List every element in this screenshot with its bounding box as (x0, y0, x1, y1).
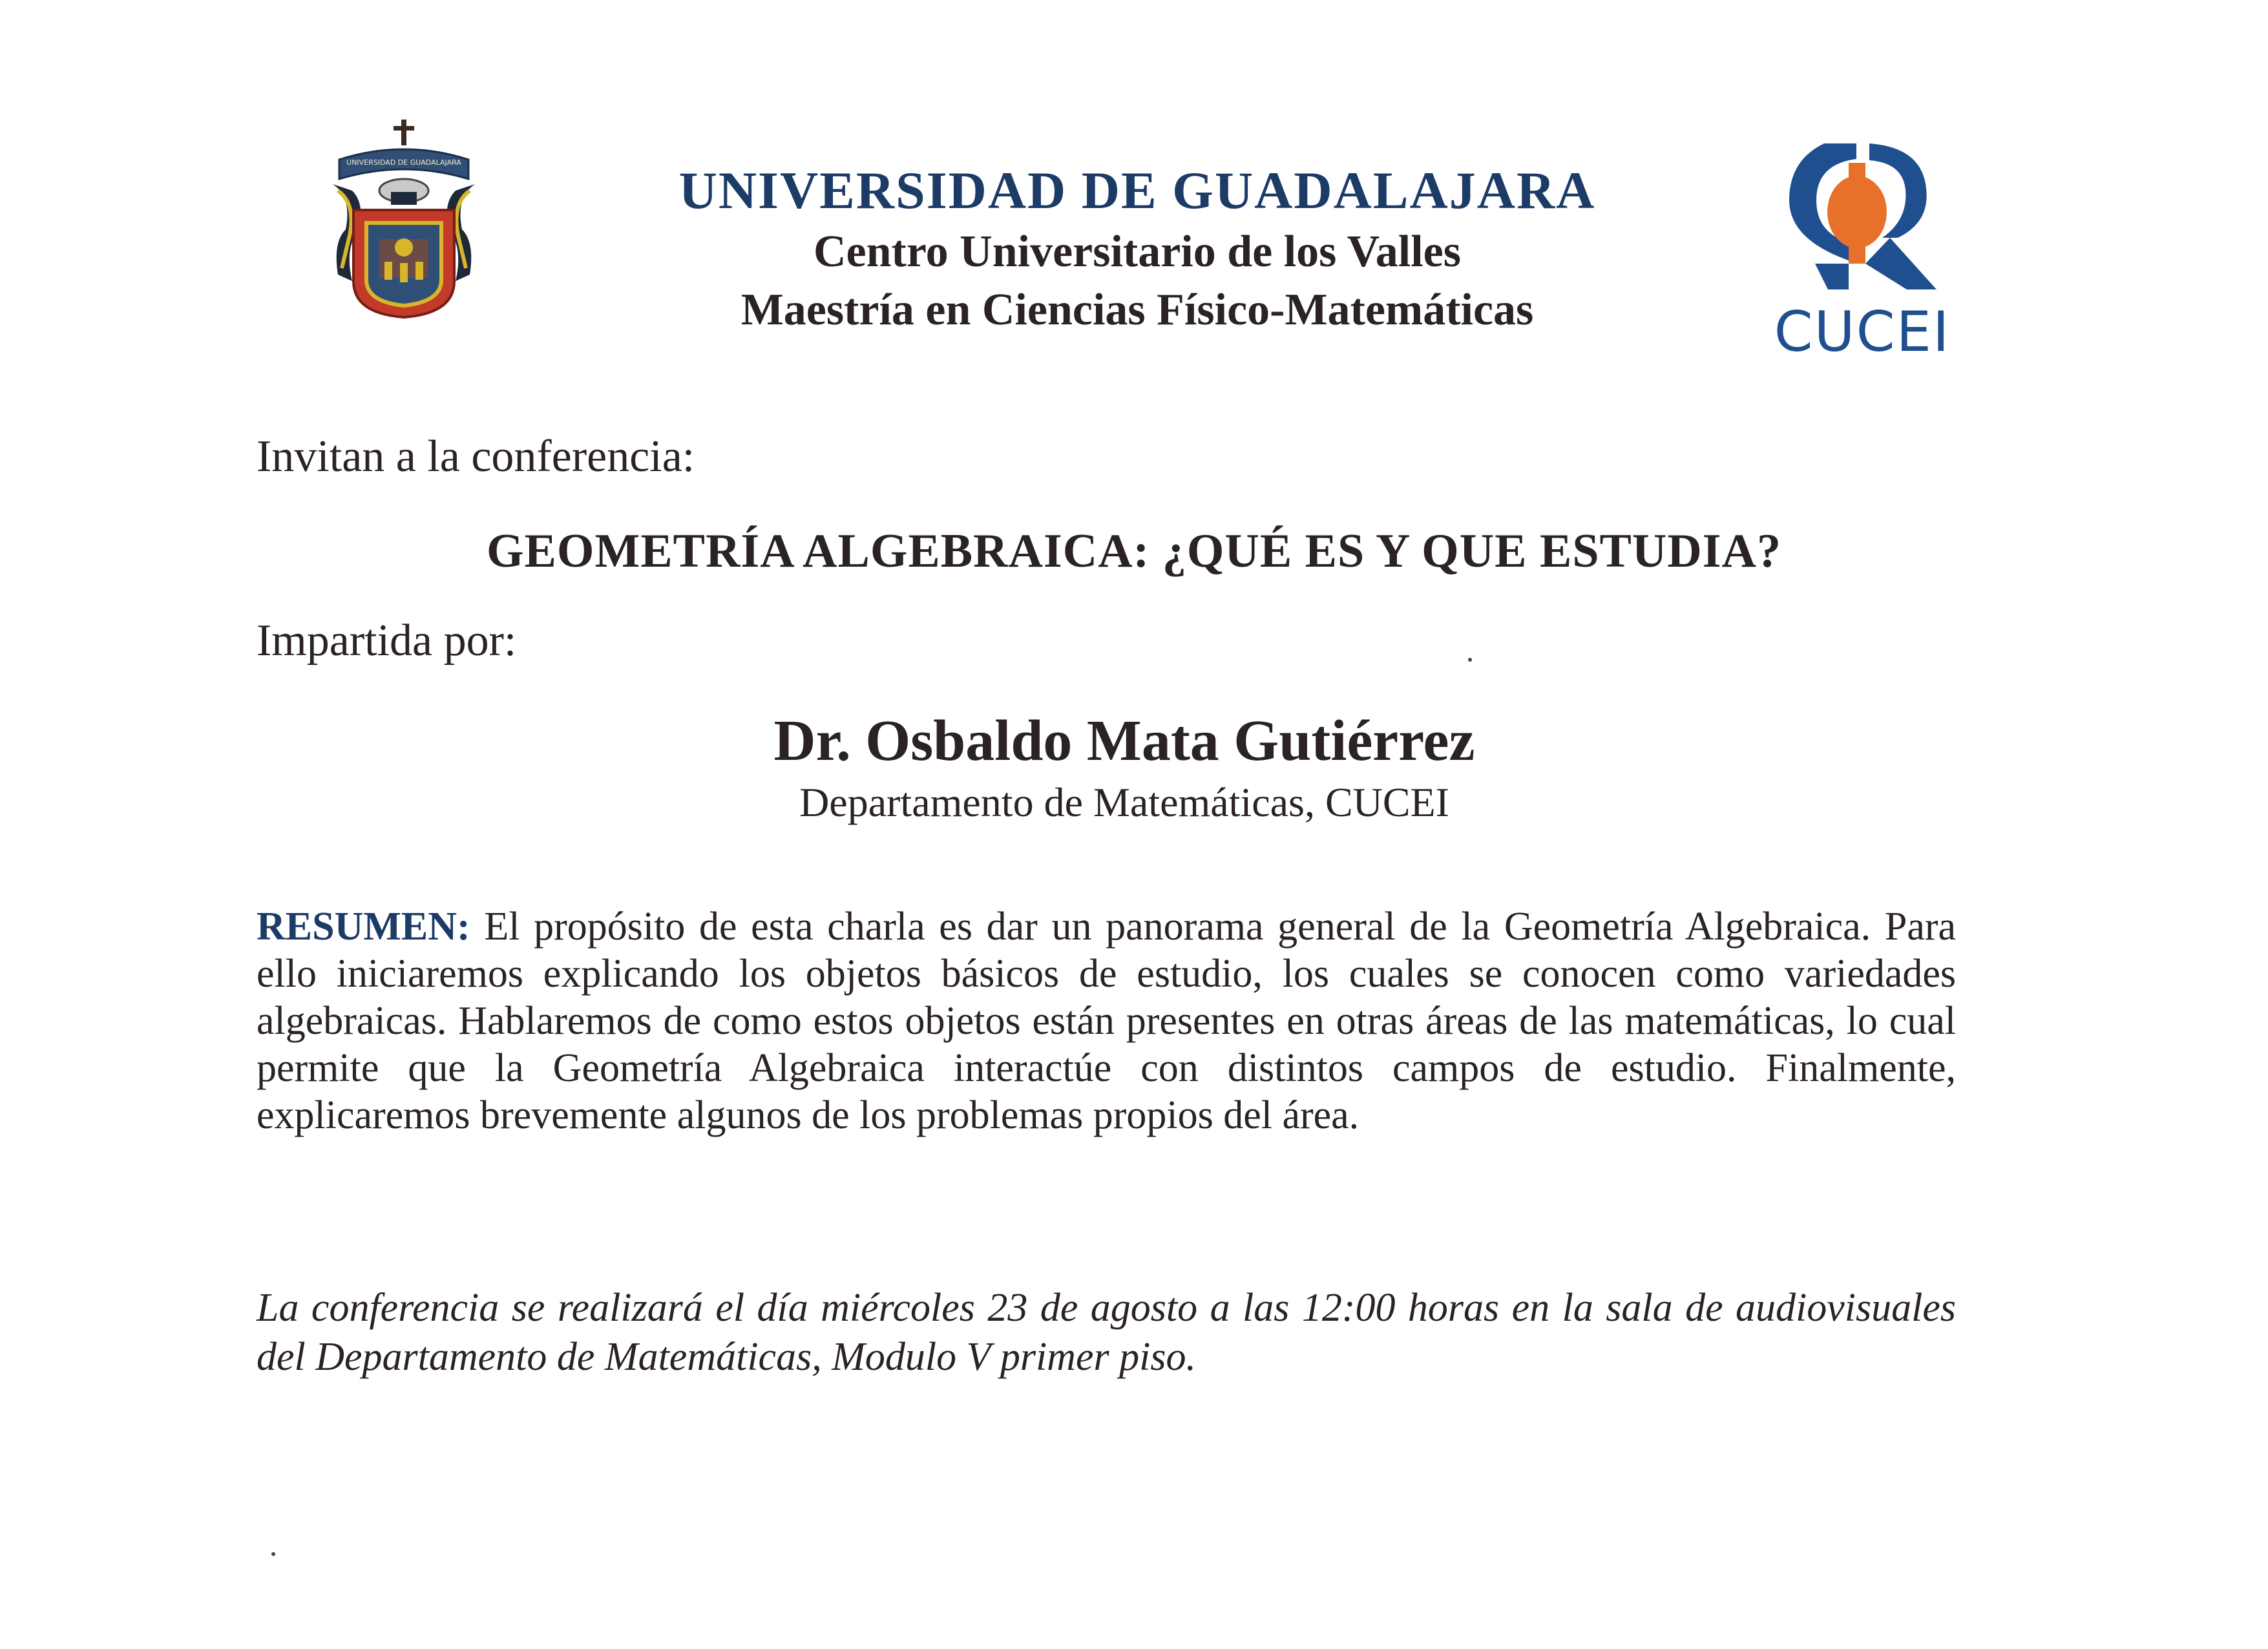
event-details: La conferencia se realizará el día miércoles 23 de agosto a las 12:00 horas en la sala de audiovisuales del Departamento de Matemáticas, Modulo V primer piso. (257, 1286, 1956, 1379)
center-name: Centro Universitario de los Valles (813, 227, 1461, 277)
talk-title: GEOMETRÍA ALGEBRAICA: ¿QUÉ ES Y QUE ESTUDIA? (487, 525, 1781, 578)
header-block (582, 158, 1693, 339)
cucei-logo (1774, 141, 1951, 364)
given-by-label: Impartida por: (257, 616, 517, 666)
scan-speck (1468, 658, 1472, 662)
university-name: UNIVERSIDAD DE GUADALAJARA (678, 161, 1596, 220)
speaker-name: Dr. Osbaldo Mata Gutiérrez (773, 709, 1475, 773)
speaker-department: Departamento de Matemáticas, CUCEI (799, 779, 1449, 825)
abstract-paragraph (257, 903, 1956, 1139)
program-name: Maestría en Ciencias Físico-Matemáticas (740, 285, 1534, 335)
invitation-intro: Invitan a la conferencia: (257, 432, 695, 481)
abstract-text: El propósito de esta charla es dar un panorama general de la Geometría Algebraica. Para ello iniciaremos explicando los objetos básicos de estudio, los cuales se conocen como variedades algebraicas. Hablaremos de como estos objetos están presentes en otras áreas de las matemáticas, lo cual permite que la Geometría Algebraica interactúe con distintos campos de estudio. Finalmente, explicaremos brevemente algunos de los problemas propios del área. (257, 905, 1957, 1137)
svg-text:UNIVERSIDAD DE GUADALAJARA: UNIVERSIDAD DE GUADALAJARA (346, 158, 461, 167)
svg-text:CUCEI: CUCEI (1774, 300, 1951, 364)
udg-seal-logo (326, 120, 481, 320)
scan-speck (271, 1552, 275, 1556)
speaker-block (388, 706, 1861, 828)
abstract-label: RESUMEN: (257, 905, 470, 949)
